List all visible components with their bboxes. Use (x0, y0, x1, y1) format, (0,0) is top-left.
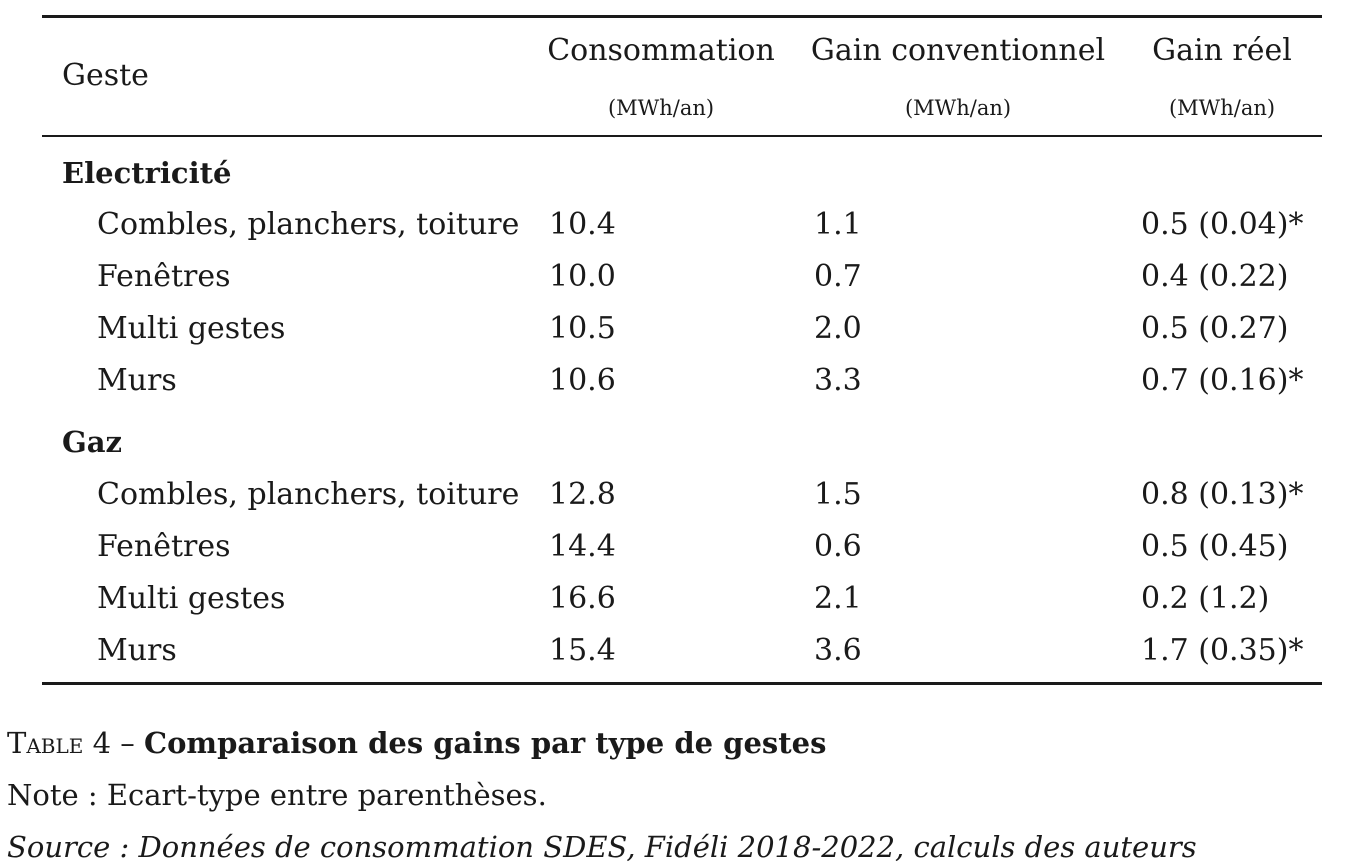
header-geste: Geste (62, 58, 149, 93)
table-bottom-rule (42, 682, 1322, 685)
row-gain-conventionnel: 1.1 (814, 207, 862, 242)
group-label: Electricité (62, 156, 232, 190)
caption-dash: – (111, 726, 144, 760)
row-gain-conventionnel: 2.1 (814, 581, 862, 616)
row-geste: Combles, planchers, toiture (97, 207, 520, 242)
row-consommation: 12.8 (549, 477, 616, 512)
row-gain-conventionnel: 2.0 (814, 311, 862, 346)
row-consommation: 16.6 (549, 581, 616, 616)
caption-label: Table 4 (7, 726, 112, 760)
row-gain-reel: 0.5 (0.27) (1141, 311, 1289, 346)
row-consommation: 10.0 (549, 259, 616, 294)
row-gain-conventionnel: 1.5 (814, 477, 862, 512)
row-gain-conventionnel: 0.7 (814, 259, 862, 294)
row-geste: Murs (97, 633, 177, 668)
row-geste: Multi gestes (97, 311, 286, 346)
row-gain-conventionnel: 0.6 (814, 529, 862, 564)
header-consommation: Consommation (547, 33, 775, 68)
row-consommation: 14.4 (549, 529, 616, 564)
row-geste: Multi gestes (97, 581, 286, 616)
row-geste: Combles, planchers, toiture (97, 477, 520, 512)
row-consommation: 15.4 (549, 633, 616, 668)
row-gain-reel: 1.7 (0.35)* (1141, 633, 1304, 668)
row-gain-reel: 0.4 (0.22) (1141, 259, 1289, 294)
header-gain-reel-unit: (MWh/an) (1168, 96, 1276, 120)
row-gain-conventionnel: 3.6 (814, 633, 862, 668)
caption-source: Source : Données de consommation SDES, Fidéli 2018-2022, calculs des auteurs (7, 830, 1197, 864)
row-gain-reel: 0.7 (0.16)* (1141, 363, 1304, 398)
row-gain-reel: 0.5 (0.04)* (1141, 207, 1304, 242)
table-top-rule (42, 15, 1322, 18)
row-geste: Fenêtres (97, 259, 231, 294)
row-gain-reel: 0.8 (0.13)* (1141, 477, 1304, 512)
row-geste: Murs (97, 363, 177, 398)
header-gain-reel: Gain réel (1152, 33, 1292, 68)
group-label: Gaz (62, 425, 123, 459)
header-gain-conventionnel: Gain conventionnel (810, 33, 1106, 68)
row-consommation: 10.5 (549, 311, 616, 346)
header-consommation-unit: (MWh/an) (607, 96, 715, 120)
table-caption (7, 725, 826, 761)
header-gain-conventionnel-unit: (MWh/an) (904, 96, 1012, 120)
row-gain-reel: 0.5 (0.45) (1141, 529, 1289, 564)
row-geste: Fenêtres (97, 529, 231, 564)
row-gain-reel: 0.2 (1.2) (1141, 581, 1270, 616)
caption-note: Note : Ecart-type entre parenthèses. (7, 778, 547, 812)
table-header-rule (42, 135, 1322, 137)
row-consommation: 10.4 (549, 207, 616, 242)
row-gain-conventionnel: 3.3 (814, 363, 862, 398)
row-consommation: 10.6 (549, 363, 616, 398)
caption-title: Comparaison des gains par type de gestes (143, 726, 827, 760)
